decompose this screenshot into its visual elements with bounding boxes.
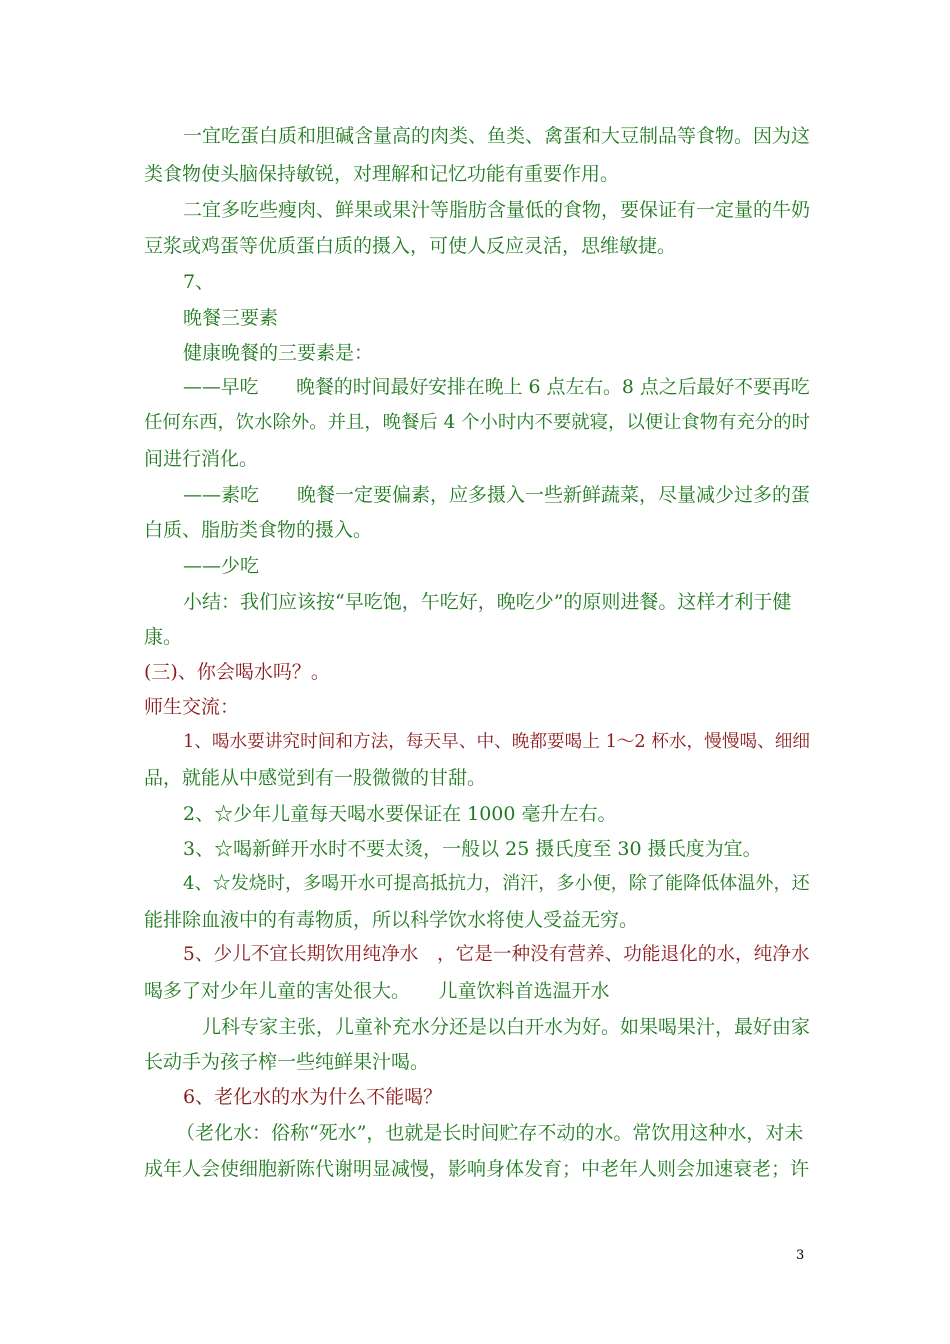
paragraph-line: ——早吃 晚餐的时间最好安排在晚上 6 点左右。8 点之后最好不要再吃 (183, 376, 810, 398)
page-number: 3 (796, 1248, 805, 1263)
paragraph-line: 能排除血液中的有毒物质，所以科学饮水将使人受益无穷。 (144, 909, 639, 931)
paragraph-line: ——少吃 (183, 555, 260, 577)
paragraph-line: 7、 (183, 271, 215, 293)
paragraph-line: 5、少儿不宜长期饮用纯净水 ，它是一种没有营养、功能退化的水，纯净水 (183, 944, 810, 965)
paragraph-line: 1、喝水要讲究时间和方法，每天早、中、晚都要喝上 1～2 杯水，慢慢喝、细细 (183, 732, 811, 752)
paragraph-line: （老化水：俗称“死水”，也就是长时间贮存不动的水。常饮用这种水，对未 (176, 1122, 804, 1144)
paragraph-line: 2、☆少年儿童每天喝水要保证在 1000 毫升左右。 (183, 803, 617, 825)
section-heading: 师生交流： (144, 696, 240, 718)
section-heading: (三)、你会喝水吗？。 (144, 661, 330, 683)
paragraph-line: 长动手为孩子榨一些纯鲜果汁喝。 (144, 1051, 430, 1073)
paragraph-line: 喝多了对少年儿童的害处很大。 儿童饮料首选温开水 (144, 980, 610, 1002)
paragraph-line: 康。 (144, 626, 183, 648)
paragraph-line: 类食物使头脑保持敏锐，对理解和记忆功能有重要作用。 (144, 163, 620, 185)
paragraph-line: 白质、脂肪类食物的摄入。 (144, 519, 373, 541)
paragraph-line: 儿科专家主张，儿童补充水分还是以白开水为好。如果喝果汁，最好由家 (202, 1016, 811, 1038)
paragraph-line: 4、☆发烧时，多喝开水可提高抵抗力，消汗，多小便，除了能降低体温外，还 (183, 873, 810, 894)
paragraph-line: 3、☆喝新鲜开水时不要太烫，一般以 25 摄氏度至 30 摄氏度为宜。 (183, 838, 762, 860)
paragraph-line: 健康晚餐的三要素是： (183, 342, 374, 364)
section-heading: 6、老化水的水为什么不能喝？ (183, 1086, 443, 1108)
paragraph-line: 品，就能从中感觉到有一股微微的甘甜。 (144, 767, 487, 789)
paragraph-line: 成年人会使细胞新陈代谢明显减慢，影响身体发育；中老年人则会加速衰老；许 (144, 1158, 810, 1180)
paragraph-line: 间进行消化。 (144, 448, 259, 470)
paragraph-line: 二宜多吃些瘦肉、鲜果或果汁等脂肪含量低的食物，要保证有一定量的牛奶 (183, 199, 811, 221)
paragraph-line: 一宜吃蛋白质和胆碱含量高的肉类、鱼类、禽蛋和大豆制品等食物。因为这 (183, 125, 811, 147)
paragraph-line: 小结：我们应该按“早吃饱，午吃好，晚吃少”的原则进餐。这样才利于健 (183, 591, 792, 613)
section-heading: 晚餐三要素 (183, 307, 279, 329)
paragraph-line: 豆浆或鸡蛋等优质蛋白质的摄入，可使人反应灵活，思维敏捷。 (144, 235, 677, 257)
paragraph-line: 任何东西，饮水除外。并且，晚餐后 4 个小时内不要就寝，以便让食物有充分的时 (144, 412, 810, 433)
paragraph-line: ——素吃 晚餐一定要偏素，应多摄入一些新鲜蔬菜，尽量减少过多的蛋 (183, 484, 811, 506)
